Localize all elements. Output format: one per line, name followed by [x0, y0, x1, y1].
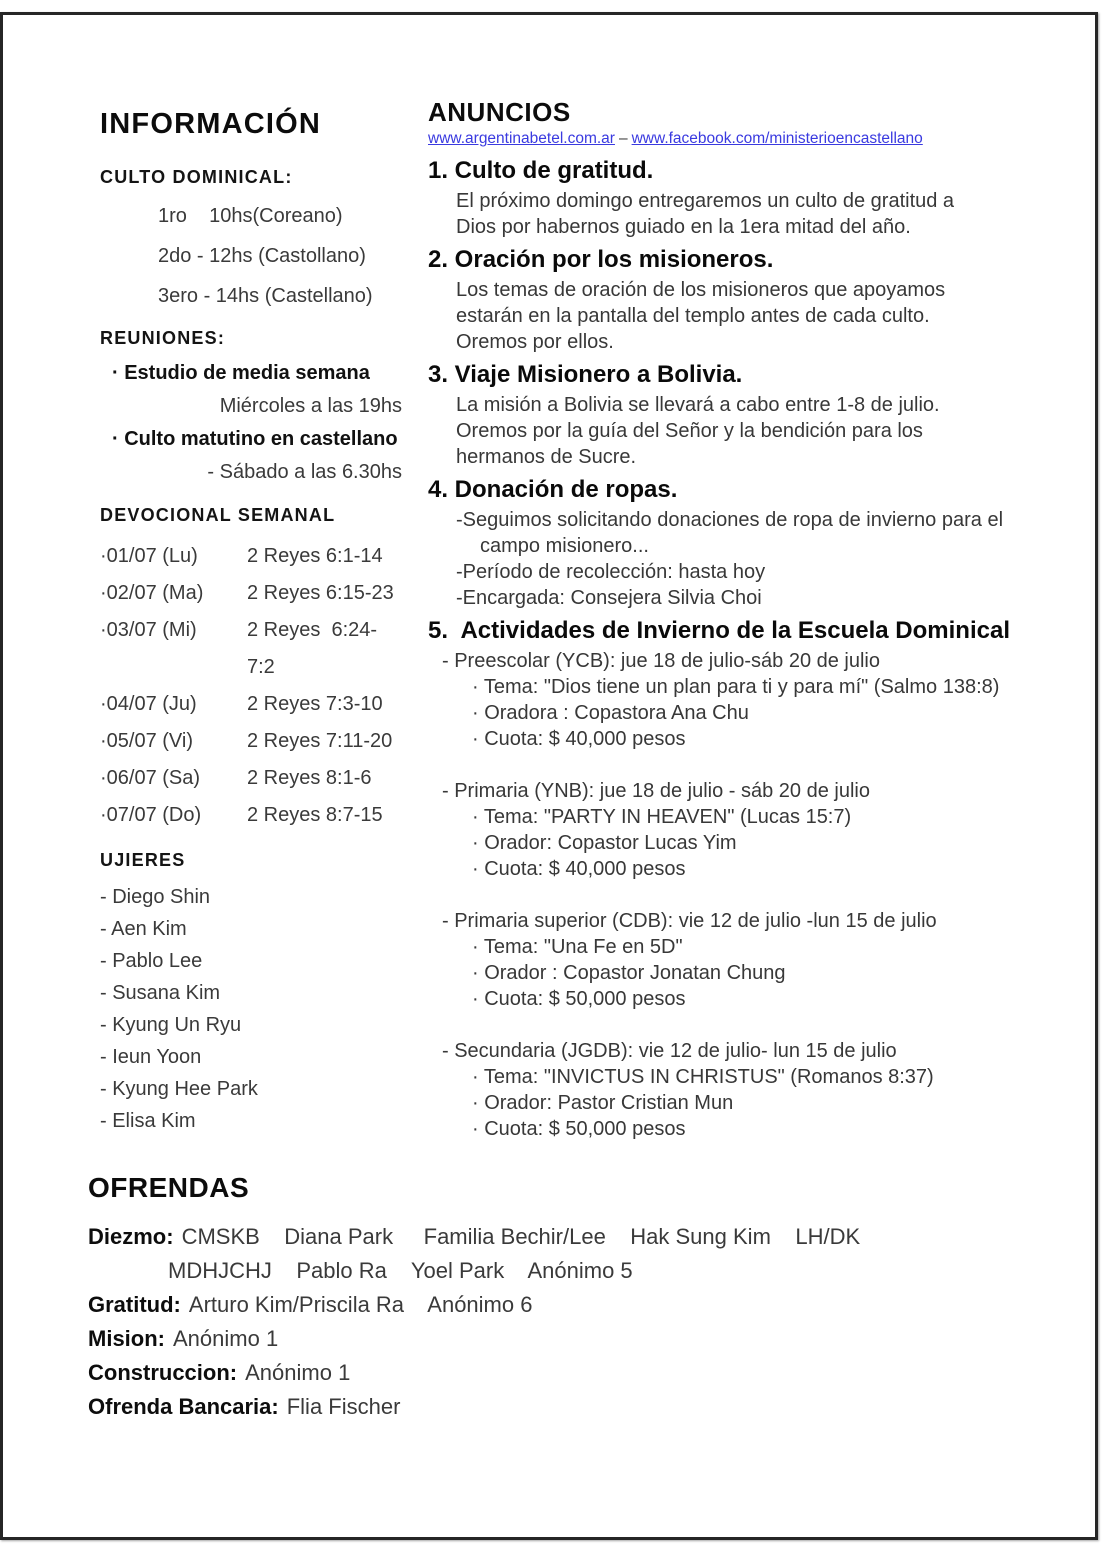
devocional-heading: DEVOCIONAL SEMANAL	[100, 505, 336, 525]
link-separator: –	[618, 130, 628, 147]
devocional-row	[100, 760, 402, 797]
devocional-section	[100, 505, 402, 834]
escuela-block-header: - Primaria superior (CDB): vie 12 de julio -lun 15 de julio	[442, 910, 937, 932]
section-line: Oremos por la guía del Señor y la bendición para los	[456, 420, 923, 442]
section-title: 5. Actividades de Invierno de la Escuela Dominical	[428, 617, 1010, 644]
ofrendas-value: Anónimo 1	[173, 1326, 279, 1351]
ofrendas-value: MDHJCHJ Pablo Ra Yoel Park Anónimo 5	[168, 1258, 633, 1283]
escuela-block-primaria	[428, 778, 1050, 882]
ofrendas-row-bancaria	[88, 1390, 1048, 1424]
ofrendas-row-diezmo	[88, 1220, 1048, 1254]
escuela-detail: · Orador: Copastor Lucas Yim	[472, 832, 737, 854]
escuela-block-header: - Secundaria (JGDB): vie 12 de julio- lun 15 de julio	[442, 1040, 897, 1062]
section-title: 1. Culto de gratitud.	[428, 157, 654, 184]
devocional-date: ·05/07 (Vi)	[100, 730, 194, 752]
ofrendas-label: Mision:	[88, 1326, 165, 1351]
escuela-detail: · Tema: "Una Fe en 5D"	[472, 936, 683, 958]
ofrendas-row-mision	[88, 1322, 1048, 1356]
ujier-name: - Elisa Kim	[100, 1110, 196, 1132]
section-line: -Período de recolección: hasta hoy	[456, 561, 766, 583]
escuela-detail: · Tema: "Dios tiene un plan para ti y para mí" (Salmo 138:8)	[472, 676, 1000, 698]
ofrendas-label: Construccion:	[88, 1360, 238, 1385]
escuela-block-preescolar	[428, 648, 1050, 752]
website-link[interactable]: www.argentinabetel.com.ar	[428, 130, 615, 147]
devocional-date: ·02/07 (Ma)	[100, 582, 204, 604]
devocional-passage: 2 Reyes 6:1-14	[247, 545, 383, 567]
section-line: hermanos de Sucre.	[456, 446, 637, 468]
escuela-block-header: - Primaria (YNB): jue 18 de julio - sáb 20 de julio	[442, 780, 870, 802]
devocional-passage: 2 Reyes 8:1-6	[247, 767, 372, 789]
section-title: 2. Oración por los misioneros.	[428, 246, 774, 273]
escuela-detail: · Tema: "INVICTUS IN CHRISTUS" (Romanos 8:37)	[472, 1066, 934, 1088]
ofrendas-label: Gratitud:	[88, 1292, 181, 1317]
anuncios-column	[428, 96, 1050, 1142]
reuniones-section	[100, 328, 402, 489]
devocional-date: ·04/07 (Ju)	[100, 693, 197, 715]
reunion-item-title: · Culto matutino en castellano	[112, 428, 398, 450]
escuela-detail: · Cuota: $ 40,000 pesos	[472, 728, 686, 750]
ujier-name: - Susana Kim	[100, 982, 221, 1004]
section-line: estarán en la pantalla del templo antes de cada culto.	[456, 305, 930, 327]
culto-line: 1ro 10hs(Coreano)	[158, 205, 343, 227]
escuela-block-header: - Preescolar (YCB): jue 18 de julio-sáb 20 de julio	[442, 650, 880, 672]
reuniones-heading: REUNIONES:	[100, 328, 226, 348]
devocional-passage: 2 Reyes 7:11-20	[247, 730, 393, 752]
escuela-detail: · Cuota: $ 50,000 pesos	[472, 1118, 686, 1140]
ujieres-list	[100, 881, 402, 1137]
devocional-row	[100, 612, 402, 686]
escuela-block-secundaria	[428, 1038, 1050, 1142]
devocional-row	[100, 723, 402, 760]
escuela-detail: · Oradora : Copastora Ana Chu	[472, 702, 749, 724]
escuela-detail: · Cuota: $ 50,000 pesos	[472, 988, 686, 1010]
escuela-detail: · Tema: "PARTY IN HEAVEN" (Lucas 15:7)	[472, 806, 852, 828]
section-line: Los temas de oración de los misioneros que apoyamos	[456, 279, 946, 301]
reunion-item-detail: - Sábado a las 6.30hs	[207, 461, 402, 483]
reunion-item-detail: Miércoles a las 19hs	[219, 395, 402, 417]
devocional-date: ·07/07 (Do)	[100, 804, 202, 826]
ofrendas-row-construccion	[88, 1356, 1048, 1390]
section-line: La misión a Bolivia se llevará a cabo entre 1-8 de julio.	[456, 394, 940, 416]
ofrendas-section	[88, 1172, 1048, 1424]
section-line: Oremos por ellos.	[456, 331, 614, 353]
ujier-name: - Ieun Yoon	[100, 1046, 202, 1068]
devocional-row	[100, 538, 402, 575]
devocional-row	[100, 686, 402, 723]
section-line: Dios por habernos guiado en la 1era mitad del año.	[456, 216, 911, 238]
section-line: -Seguimos solicitando donaciones de ropa de invierno para el campo misionero...	[456, 509, 1009, 557]
escuela-detail: · Orador: Pastor Cristian Mun	[472, 1092, 734, 1114]
informacion-column	[100, 108, 402, 1137]
ofrendas-label: Ofrenda Bancaria:	[88, 1394, 279, 1419]
ujier-name: - Aen Kim	[100, 918, 187, 940]
ujier-name: - Kyung Hee Park	[100, 1078, 258, 1100]
anuncio-section-2	[428, 245, 1050, 355]
ofrendas-title: OFRENDAS	[88, 1172, 250, 1203]
section-title: 3. Viaje Misionero a Bolivia.	[428, 361, 743, 388]
ofrendas-value: Anónimo 1	[245, 1360, 351, 1385]
ujieres-heading: UJIERES	[100, 850, 186, 870]
ujier-name: - Pablo Lee	[100, 950, 203, 972]
anuncios-title: ANUNCIOS	[428, 97, 571, 127]
devocional-passage: 2 Reyes 7:3-10	[247, 693, 383, 715]
devocional-passage: 2 Reyes 6:24-7:2	[247, 619, 378, 678]
ujier-name: - Kyung Un Ryu	[100, 1014, 242, 1036]
ofrendas-row-diezmo-continued	[88, 1254, 1048, 1288]
anuncio-section-4	[428, 475, 1050, 611]
devocional-date: ·03/07 (Mi)	[100, 619, 197, 641]
devocional-passage: 2 Reyes 6:15-23	[247, 582, 394, 604]
ujier-name: - Diego Shin	[100, 886, 211, 908]
culto-dominical-heading: CULTO DOMINICAL:	[100, 167, 293, 187]
escuela-detail: · Orador : Copastor Jonatan Chung	[472, 962, 786, 984]
culto-line: 3ero - 14hs (Castellano)	[158, 285, 373, 307]
ofrendas-value: CMSKB Diana Park Familia Bechir/Lee Hak Sung Kim LH/DK	[181, 1224, 861, 1249]
anuncios-links	[428, 128, 1050, 150]
devocional-date: ·06/07 (Sa)	[100, 767, 201, 789]
ofrendas-label: Diezmo:	[88, 1224, 174, 1249]
anuncio-section-1	[428, 156, 1050, 240]
informacion-title: INFORMACIÓN	[100, 108, 322, 140]
ujieres-section	[100, 850, 402, 1137]
reunion-item-title: · Estudio de media semana	[112, 362, 370, 384]
devocional-passage: 2 Reyes 8:7-15	[247, 804, 383, 826]
facebook-link[interactable]: www.facebook.com/ministerioencastellano	[631, 130, 923, 147]
devocional-list	[100, 538, 402, 834]
section-title: 4. Donación de ropas.	[428, 476, 678, 503]
escuela-detail: · Cuota: $ 40,000 pesos	[472, 858, 686, 880]
culto-line: 2do - 12hs (Castollano)	[158, 245, 366, 267]
ofrendas-value: Flia Fischer	[286, 1394, 401, 1419]
anuncio-section-3	[428, 360, 1050, 470]
ofrendas-row-gratitud	[88, 1288, 1048, 1322]
anuncio-section-5	[428, 616, 1050, 1142]
culto-dominical-schedule	[158, 196, 402, 316]
devocional-row	[100, 797, 402, 834]
devocional-date: ·01/07 (Lu)	[100, 545, 198, 567]
devocional-row	[100, 575, 402, 612]
ofrendas-value: Arturo Kim/Priscila Ra Anónimo 6	[188, 1292, 533, 1317]
section-line: -Encargada: Consejera Silvia Choi	[456, 587, 762, 609]
section-line: El próximo domingo entregaremos un culto de gratitud a	[456, 190, 955, 212]
escuela-block-primaria-superior	[428, 908, 1050, 1012]
